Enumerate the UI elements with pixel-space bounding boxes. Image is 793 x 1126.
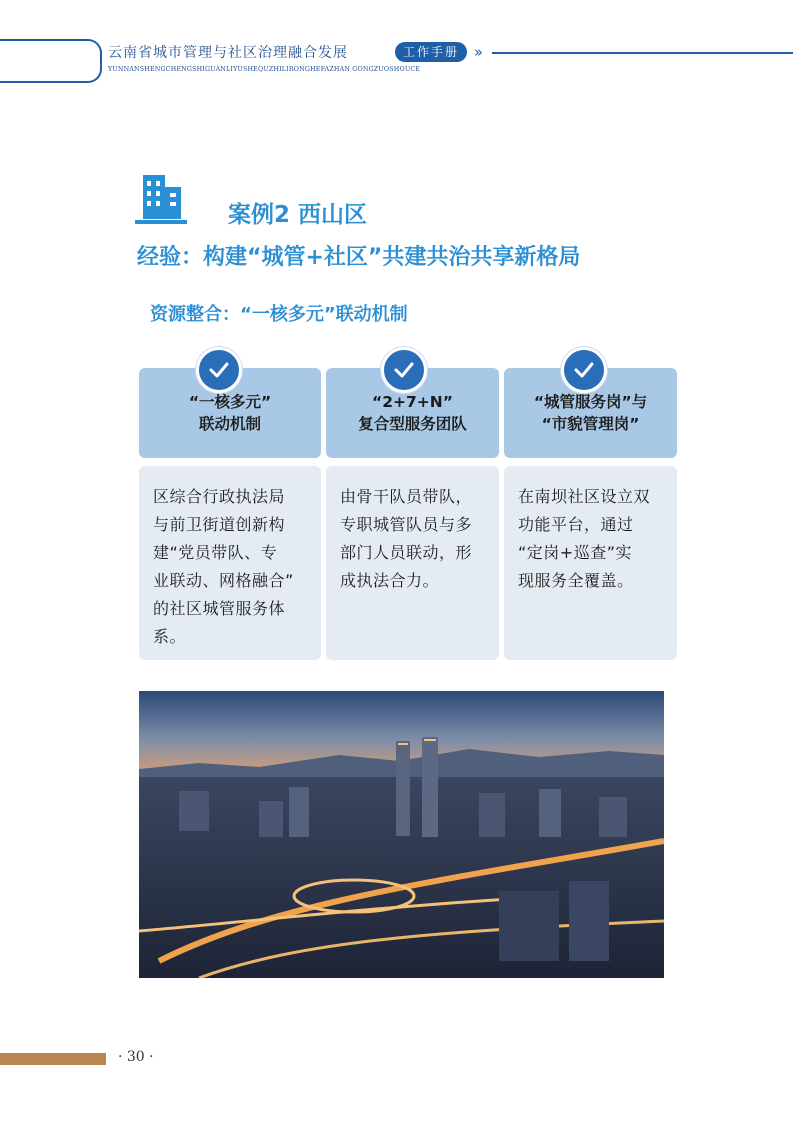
body-line: 由骨干队员带队， — [340, 487, 473, 506]
check-circle-icon — [196, 347, 242, 393]
column-head-line: “一核多元” — [188, 393, 272, 411]
body-line: 与前卫街道创新构 — [153, 515, 286, 534]
body-line: 系。 — [153, 627, 187, 646]
body-line: 的社区城管服务体 — [153, 599, 286, 618]
column-body — [326, 466, 499, 660]
column-head-line: 联动机制 — [198, 415, 261, 433]
body-line: 部门人员联动，形 — [340, 543, 473, 562]
case-title: 案例2 西山区 — [228, 202, 368, 228]
body-line: “定岗+巡查”实 — [518, 543, 632, 562]
city-night-photo — [139, 691, 664, 978]
header-subtitle: YUNNANSHENGCHENGSHIGUANLIYUSHEQUZHILIRONGHEFAZHAN GONGZUOSHOUCE — [108, 66, 421, 73]
check-circle-icon — [561, 347, 607, 393]
column-body — [504, 466, 677, 660]
header-title: 云南省城市管理与社区治理融合发展 — [108, 45, 348, 61]
check-circle-icon — [381, 347, 427, 393]
footer-bar — [0, 1053, 106, 1065]
body-line: 区综合行政执法局 — [153, 487, 286, 506]
body-line: 业联动、网格融合” — [153, 571, 294, 590]
body-line: 现服务全覆盖。 — [518, 571, 634, 590]
column-head-line: “2+7+N” — [372, 393, 453, 411]
column-head-line: “市貌管理岗” — [541, 415, 640, 433]
header-frame — [0, 39, 102, 83]
chevron-right-icon: ›› — [474, 43, 480, 61]
body-line: 功能平台，通过 — [518, 515, 634, 534]
header-badge: 工作手册 — [395, 42, 467, 62]
body-line: 成执法合力。 — [340, 571, 440, 590]
resource-title: 资源整合：“一核多元”联动机制 — [150, 304, 408, 325]
experience-title: 经验：构建“城管+社区”共建共治共享新格局 — [137, 245, 581, 270]
page-number: · 30 · — [118, 1049, 154, 1065]
column-head-line: “城管服务岗”与 — [533, 393, 648, 411]
building-icon — [135, 175, 187, 225]
column-body — [139, 466, 321, 660]
body-line: 专职城管队员与多 — [340, 515, 473, 534]
body-line: 在南坝社区设立双 — [518, 487, 651, 506]
header-rule — [492, 52, 793, 54]
body-line: 建“党员带队、专 — [153, 543, 278, 562]
column-head-line: 复合型服务团队 — [358, 415, 467, 433]
